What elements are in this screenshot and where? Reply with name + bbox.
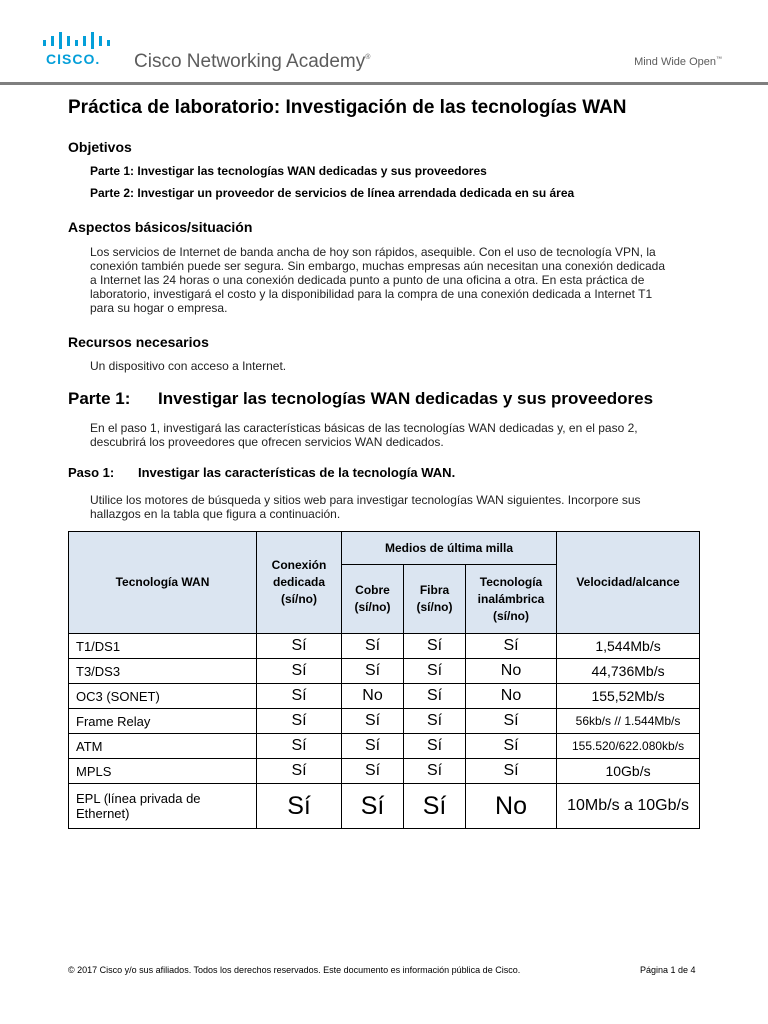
paso1-line: Utilice los motores de búsqueda y sitios web para investigar tecnologías WAN siguientes. Incorpore sus [90,493,641,507]
cell-speed: 44,736Mb/s [557,659,700,684]
cell-tech: ATM [69,734,257,759]
cell-copper: Sí [342,784,404,829]
document-title: Práctica de laboratorio: Investigación de las tecnologías WAN [68,97,627,118]
objetivo-parte-2: Parte 2: Investigar un proveedor de servicios de línea arrendada dedicada en su área [90,186,575,200]
header-copper: Cobre (sí/no) [342,565,404,634]
cell-fiber: Sí [404,659,466,684]
aspectos-line: a Internet las 24 horas o una conexión dedicada punto a punto de una oficina a otra. En esta práctica de [90,273,645,287]
cell-dedicated: Sí [257,684,342,709]
cell-copper: Sí [342,634,404,659]
parte1-line: En el paso 1, investigará las características básicas de las tecnologías WAN dedicadas y, en el paso 2, [90,421,638,435]
paso1-paragraph [90,493,702,521]
objetivos-heading: Objetivos [68,139,132,155]
cell-speed: 10Mb/s a 10Gb/s [557,784,700,829]
table-row [69,709,700,734]
cell-speed: 10Gb/s [557,759,700,784]
cell-tech: T3/DS3 [69,659,257,684]
cell-speed: 155,52Mb/s [557,684,700,709]
table-row [69,684,700,709]
cell-wireless: Sí [466,734,557,759]
tagline: Mind Wide Open™ [634,56,722,68]
cell-fiber: Sí [404,684,466,709]
wan-technologies-table [68,531,700,829]
header-tech: Tecnología WAN [69,532,257,634]
table-row [69,759,700,784]
table-row [69,734,700,759]
aspectos-line: Los servicios de Internet de banda ancha de hoy son rápidos, asequible. Con el uso de tecnología VPN, la [90,245,656,259]
cell-wireless: Sí [466,634,557,659]
cell-fiber: Sí [404,709,466,734]
aspectos-heading: Aspectos básicos/situación [68,219,253,235]
cell-copper: Sí [342,709,404,734]
cell-dedicated: Sí [257,734,342,759]
cisco-logo-bars-icon [43,31,113,49]
aspectos-line: conexión también puede ser segura. Sin embargo, muchas empresas aún necesitan una conexión dedicada [90,259,666,273]
header-divider [0,82,768,85]
aspectos-paragraph [90,245,702,315]
cell-fiber: Sí [404,784,466,829]
recursos-text: Un dispositivo con acceso a Internet. [90,359,287,373]
cell-wireless: No [466,784,557,829]
cell-copper: Sí [342,659,404,684]
header-dedicated: Conexión dedicada (sí/no) [257,532,342,634]
cell-speed: 155.520/622.080kb/s [557,734,700,759]
cell-speed: 56kb/s // 1.544Mb/s [557,709,700,734]
header-wireless: Tecnología inalámbrica (sí/no) [466,565,557,634]
header-fiber: Fibra (sí/no) [404,565,466,634]
aspectos-line: laboratorio, investigará el costo y la disponibilidad para la compra de una conexión dedicada a Internet T1 [90,287,653,301]
cell-dedicated: Sí [257,759,342,784]
parte1-heading: Parte 1: Investigar las tecnologías WAN dedicadas y sus proveedores [68,389,654,408]
cell-tech: Frame Relay [69,709,257,734]
recursos-heading: Recursos necesarios [68,334,209,350]
cell-dedicated: Sí [257,709,342,734]
cell-copper: Sí [342,759,404,784]
cell-tech: OC3 (SONET) [69,684,257,709]
cisco-logo-text: CISCO. [46,51,101,67]
cell-tech: EPL (línea privada de Ethernet) [69,784,257,829]
objetivo-parte-1: Parte 1: Investigar las tecnologías WAN dedicadas y sus proveedores [90,164,487,178]
cell-wireless: Sí [466,759,557,784]
cell-fiber: Sí [404,634,466,659]
paso1-heading: Paso 1: Investigar las características de la tecnología WAN. [68,465,456,480]
cell-speed: 1,544Mb/s [557,634,700,659]
cell-dedicated: Sí [257,634,342,659]
cell-tech: MPLS [69,759,257,784]
table-row [69,659,700,684]
cell-fiber: Sí [404,759,466,784]
footer-page-number: Página 1 de 4 [640,965,696,975]
parte1-line: descubrirá los proveedores que ofrecen servicios WAN dedicados. [90,435,444,449]
cell-dedicated: Sí [257,659,342,684]
cell-copper: Sí [342,734,404,759]
table-row [69,634,700,659]
cell-fiber: Sí [404,734,466,759]
cell-wireless: No [466,684,557,709]
parte1-paragraph [90,421,702,449]
cell-wireless: No [466,659,557,684]
header-speed: Velocidad/alcance [557,532,700,634]
cell-tech: T1/DS1 [69,634,257,659]
footer-copyright: © 2017 Cisco y/o sus afiliados. Todos los derechos reservados. Este documento es información pública de Cisco. [68,965,521,975]
header-last-mile-group: Medios de última milla [342,532,557,565]
paso1-line: hallazgos en la tabla que figura a continuación. [90,507,341,521]
academy-name: Cisco Networking Academy® [134,51,371,72]
cell-copper: No [342,684,404,709]
cell-dedicated: Sí [257,784,342,829]
table-row [69,784,700,829]
aspectos-line: para su hogar o empresa. [90,301,228,315]
page-header [0,0,768,86]
cell-wireless: Sí [466,709,557,734]
